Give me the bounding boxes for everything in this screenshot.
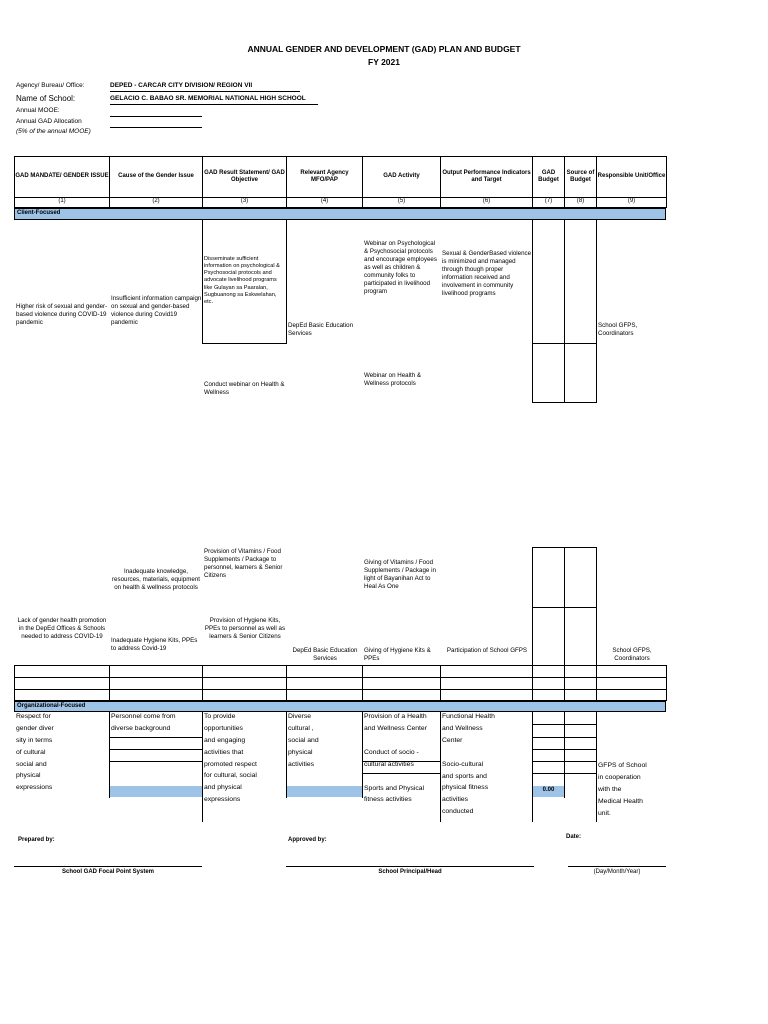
client1-objective-a: Disseminate sufficient information on psychological & Psychosocial protocols and advocate livelihood programs like Gulayan sa Paaralan, Sugbuanong sa Eskwelahan, etc. xyxy=(204,256,280,305)
client2-cause-b: Inadequate Hygiene Kits, PPEs to address Covid-19 xyxy=(111,637,198,653)
col-header-source: Source of Budget xyxy=(566,169,595,183)
org-responsible: GFPS of School in cooperation with the Medical Health unit. xyxy=(598,762,647,817)
school-value: GELACIO C. BABAO SR. MEMORIAL NATIONAL HIGH SCHOOL xyxy=(110,95,306,102)
col-number: (9) xyxy=(627,198,636,204)
col-number: (1) xyxy=(58,198,66,204)
organizational-focused-label: Organizational-Focused xyxy=(17,703,86,709)
school-label: Name of School: xyxy=(16,94,76,103)
org-objective: To provide opportunities and engaging activities that promoted respect for cultural, social and physical expressions xyxy=(204,713,257,804)
org-mfo: Diverse cultural , social and physical activities xyxy=(288,713,319,768)
col-number: (3) xyxy=(240,198,249,204)
date-format: (Day/Month/Year) xyxy=(593,869,641,875)
client1-output: Sexual & GenderBased violence is minimized and managed through though proper information received and involvement in community livelihood programs xyxy=(442,250,532,298)
col-number: (5) xyxy=(397,198,406,204)
client-focused-label: Client-Focused xyxy=(17,210,61,216)
client2-objective-a: Provision of Vitamins / Food Supplements / Package to personnel, learners & Senior Citizens xyxy=(204,548,283,580)
col-header-result: GAD Result Statement/ GAD Objective xyxy=(204,169,285,183)
org-budget-value: 0.00 xyxy=(542,787,555,793)
client2-issue: Lack of gender health promotion in the DepEd Offices & Schools needed to address COVID-19 xyxy=(17,617,107,641)
highlight-cell xyxy=(287,786,362,797)
client2-responsible: School GFPS, Coordinators xyxy=(612,647,652,663)
gad-allocation-label: Annual GAD Allocation xyxy=(16,118,82,125)
highlight-cell xyxy=(110,786,202,797)
document-title: ANNUAL GENDER AND DEVELOPMENT (GAD) PLAN AND BUDGET xyxy=(247,44,521,54)
client1-mfo: DepEd Basic Education Services xyxy=(288,322,354,338)
approved-role: School Principal/Head xyxy=(378,869,442,875)
col-number: (7) xyxy=(544,198,553,204)
col-header-budget: GAD Budget xyxy=(538,169,559,183)
col-number: (6) xyxy=(482,198,491,204)
agency-value: DEPED - CARCAR CITY DIVISION/ REGION VII xyxy=(110,82,253,89)
col-header-mandate: GAD MANDATE/ GENDER ISSUE xyxy=(15,173,109,180)
client1-objective-b: Conduct webinar on Health & Wellness xyxy=(204,381,285,397)
org-output: Functional Health and Wellness Center Socio-cultural and sports and physical fitness activities conducted xyxy=(442,713,495,816)
client2-activity-b: Giving of Hygiene Kits & PPEs xyxy=(364,647,431,663)
col-header-responsible: Responsible Unit/Office xyxy=(597,173,666,180)
client2-activity-a: Giving of Vitamins / Food Supplements / Package in light of Bayanihan Act to Heal As One xyxy=(364,559,436,591)
client2-cause-a: Inadequate knowledge, resources, materials, equipment on health & wellness protocols xyxy=(111,568,201,592)
org-activity: Provision of a Health and Wellness Center Conduct of socio - cultural activities Sports and Physical fitness activities xyxy=(364,713,427,804)
col-header-output: Output Performance Indicators and Target xyxy=(442,169,531,183)
org-issue: Respect for gender diver sity in terms of cultural social and physical expressions xyxy=(16,713,54,792)
col-number: (4) xyxy=(320,198,329,204)
prepared-by-label: Prepared by: xyxy=(18,837,55,843)
fiscal-year: FY 2021 xyxy=(368,57,400,67)
client1-activity-b: Webinar on Health & Wellness protocols xyxy=(364,372,421,388)
col-header-cause: Cause of the Gender Issue xyxy=(118,173,194,180)
client2-output: Participation of School GFPS xyxy=(446,647,528,654)
date-label: Date: xyxy=(566,834,582,840)
client1-issue: Higher risk of sexual and gender-based violence during COVID-19 pandemic xyxy=(16,303,108,327)
mooe-label: Annual MOOE: xyxy=(16,107,60,114)
org-cause: Personnel come from diverse background xyxy=(111,713,176,732)
col-header-activity: GAD Activity xyxy=(383,173,420,180)
agency-label: Agency/ Bureau/ Office: xyxy=(16,82,85,89)
client1-responsible: School GFPS, Coordinators xyxy=(598,322,638,338)
client2-objective-b: Provision of Hygiene Kits, PPEs to personnel as well as learners & Senior Citizens xyxy=(204,617,286,641)
approved-by-label: Approved by: xyxy=(288,837,327,843)
col-number: (8) xyxy=(576,198,585,204)
prepared-role: School GAD Focal Point System xyxy=(61,869,154,875)
client1-activity-a: Webinar on Psychological & Psychosocial protocols and encourage employees as well as children & community folks to participated in livelihood program xyxy=(364,240,437,296)
client1-cause: Insufficient information campaign on sexual and gender-based violence during Covid19 pandemic xyxy=(111,295,202,327)
client2-mfo: DepEd Basic Education Services xyxy=(292,647,358,663)
col-number: (2) xyxy=(152,198,160,204)
gad-allocation-note: (5% of the annual MOOE) xyxy=(16,128,91,135)
col-header-mfo: Relevant Agency MFO/PAP xyxy=(300,169,349,183)
client-focused-band xyxy=(14,208,666,220)
